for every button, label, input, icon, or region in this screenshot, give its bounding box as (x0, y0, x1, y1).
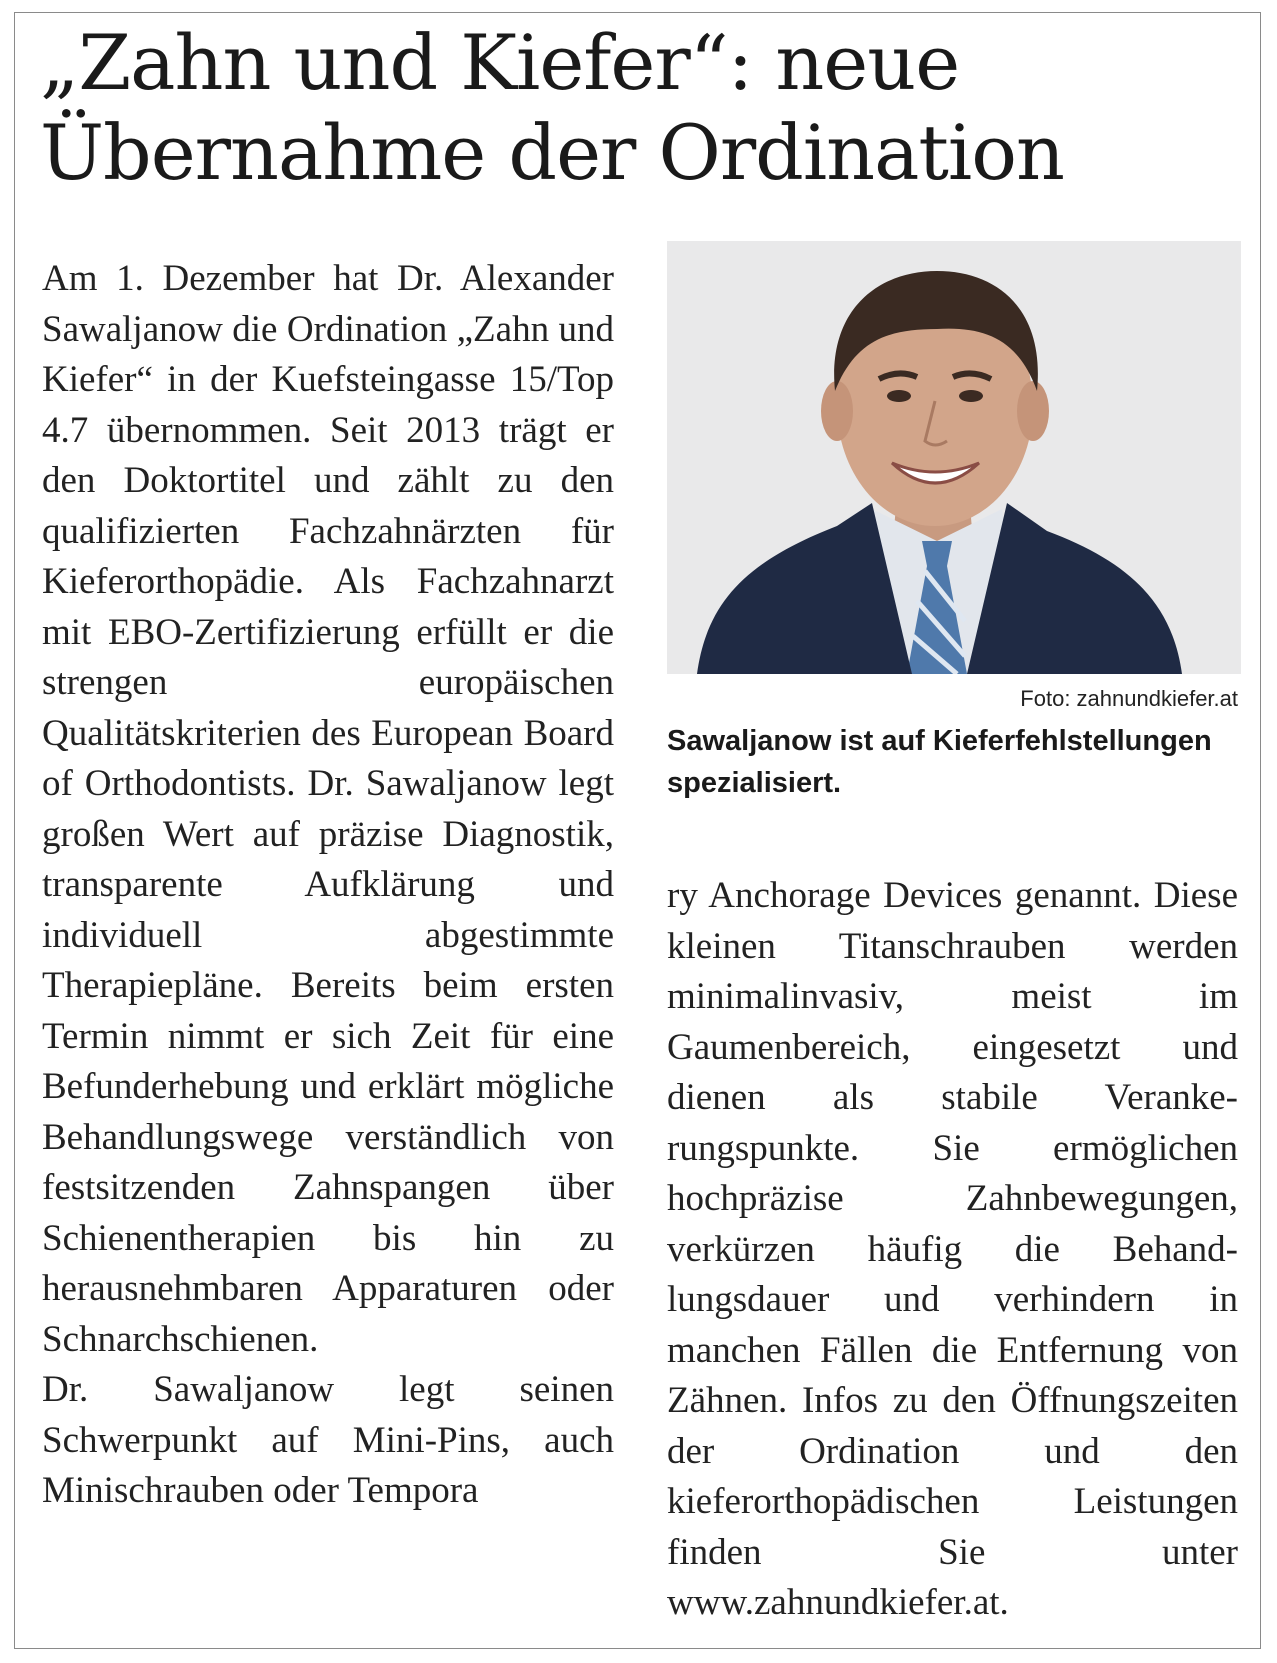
photo-caption: Sawaljanow ist auf Kieferfehlstellungen spezialisiert. (667, 725, 1212, 799)
headline: „Zahn und Kiefer“: neue Übernahme der Ordination (40, 18, 1064, 197)
paragraph-2: Dr. Sawaljanow legt seinen Schwerpunkt auf Mini-Pins, auch Minischrauben oder Tempora (42, 1369, 614, 1511)
portrait-photo (667, 241, 1241, 674)
paragraph-1: Am 1. Dezember hat Dr. Alexander Sawaljanow die Ordination „Zahn und Kiefer“ in der Kuefsteingasse 15/Top 4.7 übernommen. Seit 2013 trägt er den Doktortitel und zählt zu den qualifizierten Fachzahnärzten für Kieferorthopädie. Als Fachzahnarzt mit EBO-Zertifizierung erfüllt er die strengen europäischen Qualitätskriterien des European Board of Orthodontists. Dr. Sawaljanow legt großen Wert auf präzise Diagnostik, transparente Aufklärung und individuell abgestimmte Therapiepläne. Bereits beim ersten Termin nimmt er sich Zeit für eine Befunderhebung und erklärt mögliche Behandlungswege verständlich von festsitzenden Zahnspangen über Schienentherapien bis hin zu herausnehmbaren Apparaturen oder Schnarchschienen. (42, 258, 614, 1360)
article-column-left (42, 254, 614, 1517)
paragraph-3: ry Anchorage Devices genannt. Diese kleinen Titanschrauben werden minimalinvasiv, meist im Gaumenbereich, eingesetzt und dienen als stabile Verankerungspunkte. Sie ermöglichen hochpräzise Zahnbewegungen, verkürzen häufig die Behandlungsdauer und verhindern in manchen Fällen die Entfernung von Zähnen. Infos zu den Öffnungszeiten der Ordination und den kieferorthopädischen Leistungen finden Sie unter www.zahnundkiefer.at. (667, 875, 1238, 1623)
article-column-right (667, 871, 1238, 1629)
portrait-illustration (667, 241, 1241, 674)
photo-credit: Foto: zahnundkiefer.at (1020, 686, 1238, 711)
